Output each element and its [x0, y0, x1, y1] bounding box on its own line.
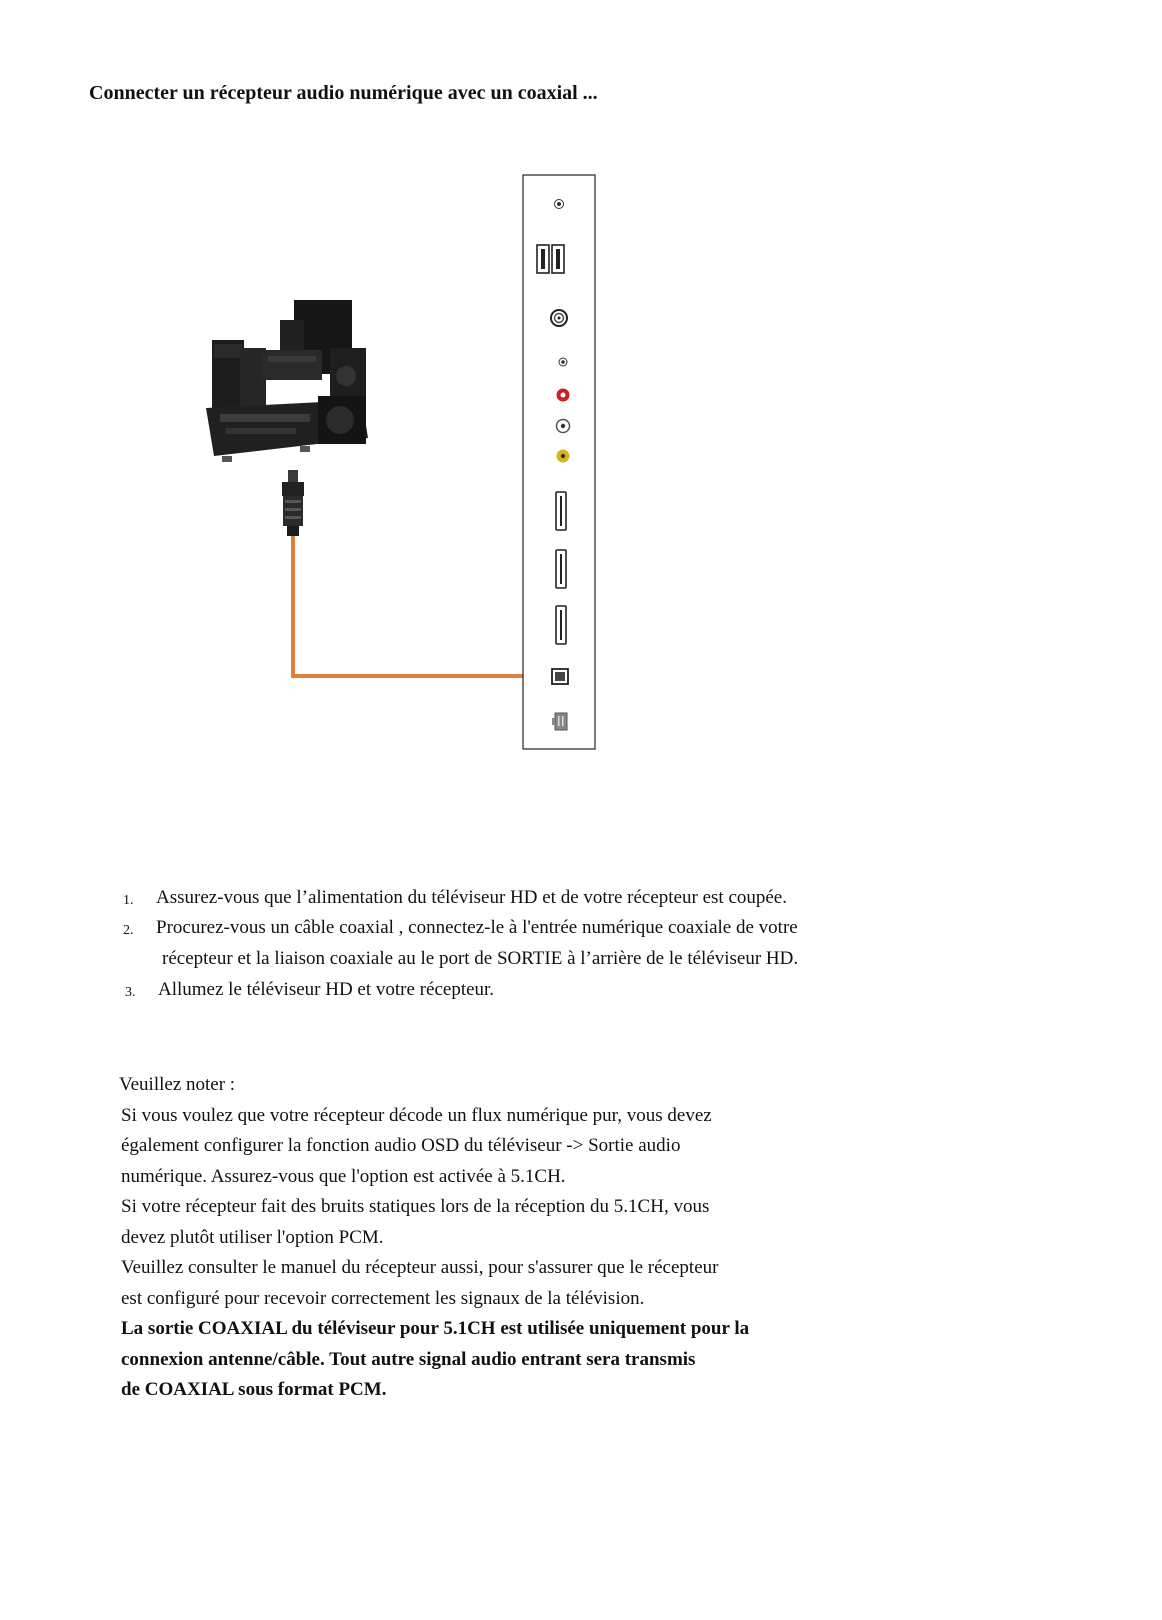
step-number: 1. — [123, 893, 134, 908]
note-line: devez plutôt utiliser l'option PCM. — [121, 1226, 384, 1248]
hdmi-port-icon — [556, 550, 566, 588]
note-line: Si votre récepteur fait des bruits statiques lors de la réception du 5.1CH, vous — [121, 1196, 710, 1217]
note-bold-line: La sortie COAXIAL du téléviseur pour 5.1CH est utilisée uniquement pour la — [121, 1318, 750, 1339]
audio-left-white-port-icon — [557, 420, 570, 433]
note-line: numérique. Assurez-vous que l'option est activée à 5.1CH. — [121, 1165, 566, 1187]
notes-heading: Veuillez noter : — [119, 1074, 236, 1095]
usb-port-icon — [552, 245, 564, 273]
headphone-jack-icon — [555, 200, 564, 209]
audio-right-red-port-icon — [557, 389, 570, 402]
page-title: Connecter un récepteur audio numérique avec un coaxial ... — [89, 82, 598, 104]
step-text-continued: récepteur et la liaison coaxiale au le port de SORTIE à l’arrière de le téléviseur HD. — [162, 948, 799, 969]
note-bold-line: connexion antenne/câble. Tout autre signal audio entrant sera transmis — [121, 1348, 696, 1370]
step-number: 2. — [123, 923, 134, 938]
mini-jack-icon — [559, 358, 567, 366]
antenna-port-icon — [551, 310, 567, 326]
tv-side-panel — [523, 175, 595, 749]
home-theater-receiver-icon — [206, 300, 368, 462]
notes-section — [121, 1070, 749, 1406]
coaxial-cable — [293, 536, 534, 676]
hdmi-port-icon — [556, 606, 566, 644]
coaxial-output-port-icon — [552, 669, 568, 684]
video-yellow-port-icon — [557, 450, 570, 463]
note-line: est configuré pour recevoir correctement les signaux de la télévision. — [121, 1287, 645, 1309]
note-line: Si vous voulez que votre récepteur décode un flux numérique pur, vous devez — [121, 1104, 712, 1126]
step-text: Procurez-vous un câble coaxial , connectez-le à l'entrée numérique coaxiale de votre — [156, 917, 798, 938]
coaxial-plug-icon — [282, 470, 304, 536]
step-text: Allumez le téléviseur HD et votre récepteur. — [158, 979, 495, 1000]
hdmi-port-icon — [556, 492, 566, 530]
step-text: Assurez-vous que l’alimentation du téléviseur HD et de votre récepteur est coupée. — [156, 887, 787, 908]
usb-port-icon — [537, 245, 549, 273]
step-number: 3. — [125, 985, 136, 1000]
note-line: également configurer la fonction audio OSD du téléviseur -> Sortie audio — [121, 1135, 681, 1156]
note-bold-line: de COAXIAL sous format PCM. — [121, 1379, 387, 1400]
note-line: Veuillez consulter le manuel du récepteur aussi, pour s'assurer que le récepteur — [121, 1257, 719, 1278]
